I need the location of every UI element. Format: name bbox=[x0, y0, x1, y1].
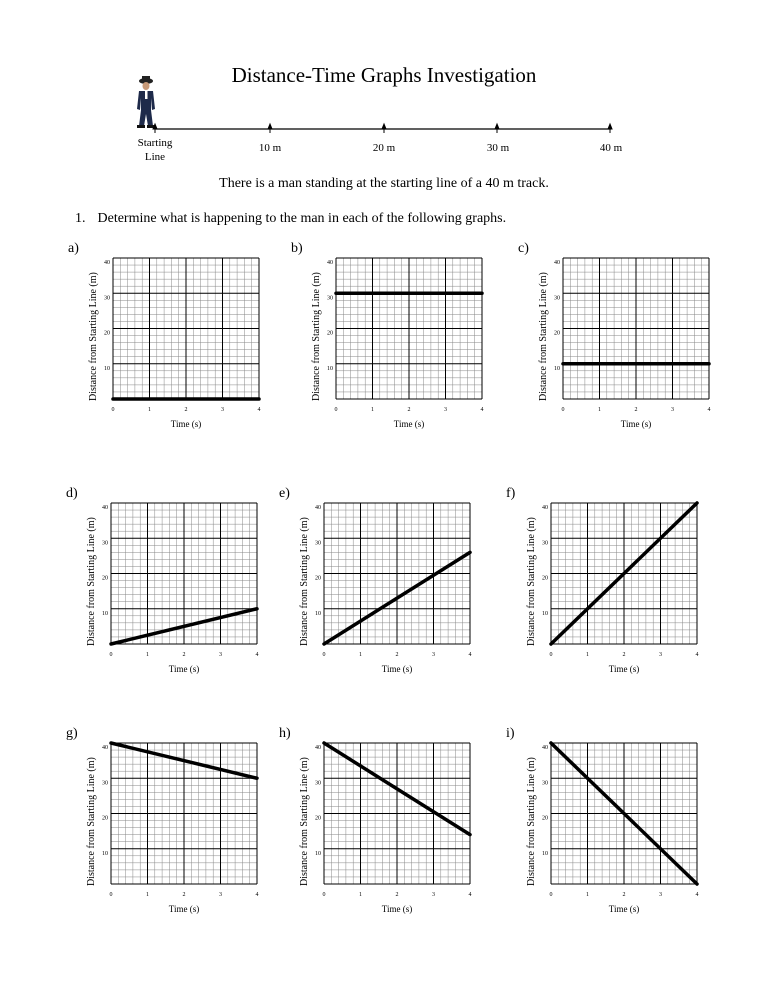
x-tick-label: 4 bbox=[255, 652, 259, 658]
x-tick-label: 4 bbox=[480, 407, 484, 413]
graph-label: g) bbox=[66, 726, 78, 741]
x-tick-label: 4 bbox=[255, 892, 259, 898]
x-tick-label: 2 bbox=[395, 652, 399, 658]
x-tick-label: 1 bbox=[148, 407, 151, 413]
graph-i bbox=[506, 726, 740, 930]
y-tick-label: 10 bbox=[315, 850, 321, 857]
y-tick-label: 20 bbox=[102, 815, 108, 822]
x-tick-label: 3 bbox=[671, 407, 674, 413]
x-axis-label: Time (s) bbox=[608, 904, 640, 914]
y-tick-label: 20 bbox=[542, 815, 548, 822]
graph-h bbox=[279, 726, 513, 930]
y-tick-label: 30 bbox=[554, 295, 560, 302]
x-axis-label: Time (s) bbox=[393, 419, 425, 429]
y-tick-label: 40 bbox=[104, 260, 110, 266]
y-tick-label: 10 bbox=[104, 365, 110, 372]
graph-label: d) bbox=[66, 486, 78, 501]
x-tick-label: 0 bbox=[334, 407, 338, 413]
x-axis-label: Time (s) bbox=[168, 664, 200, 674]
track-tick bbox=[268, 124, 272, 133]
graph-plot bbox=[283, 730, 513, 930]
y-tick-label: 40 bbox=[315, 745, 321, 751]
track-mark-10: 10 m bbox=[258, 142, 282, 154]
y-tick-label: 10 bbox=[102, 610, 108, 617]
graph-label: a) bbox=[68, 241, 79, 256]
graph-label: i) bbox=[506, 726, 515, 741]
x-tick-label: 1 bbox=[359, 892, 362, 898]
y-tick-label: 20 bbox=[104, 330, 110, 337]
y-tick-label: 30 bbox=[102, 540, 108, 547]
x-tick-label: 0 bbox=[109, 652, 113, 658]
x-tick-label: 4 bbox=[468, 652, 472, 658]
question-text: Determine what is happening to the man in each of the following graphs. bbox=[97, 211, 507, 226]
x-tick-label: 2 bbox=[634, 407, 638, 413]
y-tick-label: 20 bbox=[315, 575, 321, 582]
y-axis-label: Distance from Starting Line (m) bbox=[299, 517, 310, 646]
graph-plot bbox=[295, 245, 525, 445]
graph-label: f) bbox=[506, 486, 516, 501]
y-tick-label: 20 bbox=[315, 815, 321, 822]
x-tick-label: 1 bbox=[598, 407, 601, 413]
y-tick-label: 40 bbox=[542, 505, 548, 511]
y-tick-label: 40 bbox=[554, 260, 560, 266]
x-tick-label: 1 bbox=[359, 652, 362, 658]
x-tick-label: 4 bbox=[695, 652, 699, 658]
y-tick-label: 40 bbox=[102, 505, 108, 511]
graph-plot bbox=[522, 245, 752, 445]
graph-d bbox=[66, 486, 300, 690]
y-tick-label: 20 bbox=[327, 330, 333, 337]
x-tick-label: 3 bbox=[219, 892, 222, 898]
y-tick-label: 10 bbox=[327, 365, 333, 372]
graph-f bbox=[506, 486, 740, 690]
x-tick-label: 4 bbox=[468, 892, 472, 898]
x-tick-label: 3 bbox=[444, 407, 447, 413]
y-tick-label: 30 bbox=[315, 540, 321, 547]
x-axis-label: Time (s) bbox=[381, 904, 413, 914]
x-tick-label: 4 bbox=[707, 407, 711, 413]
track-tick bbox=[608, 124, 612, 133]
intro-text: There is a man standing at the starting line of a 40 m track. bbox=[219, 176, 549, 191]
graph-g bbox=[66, 726, 300, 930]
x-tick-label: 0 bbox=[322, 892, 326, 898]
y-tick-label: 40 bbox=[542, 745, 548, 751]
graph-plot bbox=[283, 490, 513, 690]
question-number: 1. bbox=[75, 211, 86, 226]
y-axis-label: Distance from Starting Line (m) bbox=[538, 272, 549, 401]
y-axis-label: Distance from Starting Line (m) bbox=[86, 517, 97, 646]
x-tick-label: 4 bbox=[695, 892, 699, 898]
y-axis-label: Distance from Starting Line (m) bbox=[299, 757, 310, 886]
graph-e bbox=[279, 486, 513, 690]
x-tick-label: 3 bbox=[432, 652, 435, 658]
y-tick-label: 10 bbox=[542, 610, 548, 617]
x-tick-label: 2 bbox=[184, 407, 188, 413]
graph-plot bbox=[70, 730, 300, 930]
x-tick-label: 2 bbox=[622, 652, 626, 658]
y-axis-label: Distance from Starting Line (m) bbox=[526, 517, 537, 646]
y-tick-label: 40 bbox=[327, 260, 333, 266]
graph-c bbox=[518, 241, 752, 445]
x-tick-label: 0 bbox=[109, 892, 113, 898]
track-mark-30: 30 m bbox=[486, 142, 510, 154]
track-mark-20: 20 m bbox=[372, 142, 396, 154]
y-axis-label: Distance from Starting Line (m) bbox=[311, 272, 322, 401]
track-tick bbox=[495, 124, 499, 133]
x-tick-label: 1 bbox=[371, 407, 374, 413]
y-tick-label: 20 bbox=[102, 575, 108, 582]
x-axis-label: Time (s) bbox=[620, 419, 652, 429]
y-tick-label: 10 bbox=[102, 850, 108, 857]
y-tick-label: 20 bbox=[554, 330, 560, 337]
x-tick-label: 3 bbox=[221, 407, 224, 413]
graph-plot bbox=[510, 490, 740, 690]
x-tick-label: 0 bbox=[111, 407, 115, 413]
graph-plot bbox=[510, 730, 740, 930]
x-axis-label: Time (s) bbox=[608, 664, 640, 674]
graph-plot bbox=[70, 490, 300, 690]
x-tick-label: 3 bbox=[432, 892, 435, 898]
x-tick-label: 2 bbox=[182, 892, 186, 898]
y-axis-label: Distance from Starting Line (m) bbox=[526, 757, 537, 886]
graph-label: c) bbox=[518, 241, 529, 256]
y-tick-label: 40 bbox=[315, 505, 321, 511]
x-axis-label: Time (s) bbox=[381, 664, 413, 674]
x-axis-label: Time (s) bbox=[168, 904, 200, 914]
y-tick-label: 10 bbox=[554, 365, 560, 372]
man-figure bbox=[137, 76, 155, 128]
track-tick bbox=[382, 124, 386, 133]
x-tick-label: 0 bbox=[549, 892, 553, 898]
x-tick-label: 2 bbox=[395, 892, 399, 898]
graph-a bbox=[68, 241, 302, 445]
graph-label: b) bbox=[291, 241, 303, 256]
y-tick-label: 40 bbox=[102, 745, 108, 751]
starting-line-label: Starting Line bbox=[137, 137, 173, 163]
graph-label: h) bbox=[279, 726, 291, 741]
x-tick-label: 0 bbox=[561, 407, 565, 413]
page-title: Distance-Time Graphs Investigation bbox=[231, 63, 537, 87]
y-tick-label: 30 bbox=[542, 540, 548, 547]
y-tick-label: 30 bbox=[102, 780, 108, 787]
x-tick-label: 2 bbox=[182, 652, 186, 658]
y-tick-label: 30 bbox=[542, 780, 548, 787]
x-axis-label: Time (s) bbox=[170, 419, 202, 429]
x-tick-label: 0 bbox=[322, 652, 326, 658]
x-tick-label: 2 bbox=[622, 892, 626, 898]
x-tick-label: 1 bbox=[146, 652, 149, 658]
y-tick-label: 20 bbox=[542, 575, 548, 582]
x-tick-label: 4 bbox=[257, 407, 261, 413]
y-axis-label: Distance from Starting Line (m) bbox=[86, 757, 97, 886]
graph-label: e) bbox=[279, 486, 290, 501]
x-tick-label: 0 bbox=[549, 652, 553, 658]
x-tick-label: 1 bbox=[586, 892, 589, 898]
question-1 bbox=[75, 211, 506, 227]
x-tick-label: 3 bbox=[659, 892, 662, 898]
x-tick-label: 2 bbox=[407, 407, 411, 413]
x-tick-label: 1 bbox=[146, 892, 149, 898]
x-tick-label: 3 bbox=[659, 652, 662, 658]
y-axis-label: Distance from Starting Line (m) bbox=[88, 272, 99, 401]
track-mark-40: 40 m bbox=[599, 142, 623, 154]
graph-b bbox=[291, 241, 525, 445]
y-tick-label: 30 bbox=[327, 295, 333, 302]
y-tick-label: 10 bbox=[315, 610, 321, 617]
y-tick-label: 10 bbox=[542, 850, 548, 857]
y-tick-label: 30 bbox=[315, 780, 321, 787]
graph-plot bbox=[72, 245, 302, 445]
y-tick-label: 30 bbox=[104, 295, 110, 302]
x-tick-label: 1 bbox=[586, 652, 589, 658]
x-tick-label: 3 bbox=[219, 652, 222, 658]
